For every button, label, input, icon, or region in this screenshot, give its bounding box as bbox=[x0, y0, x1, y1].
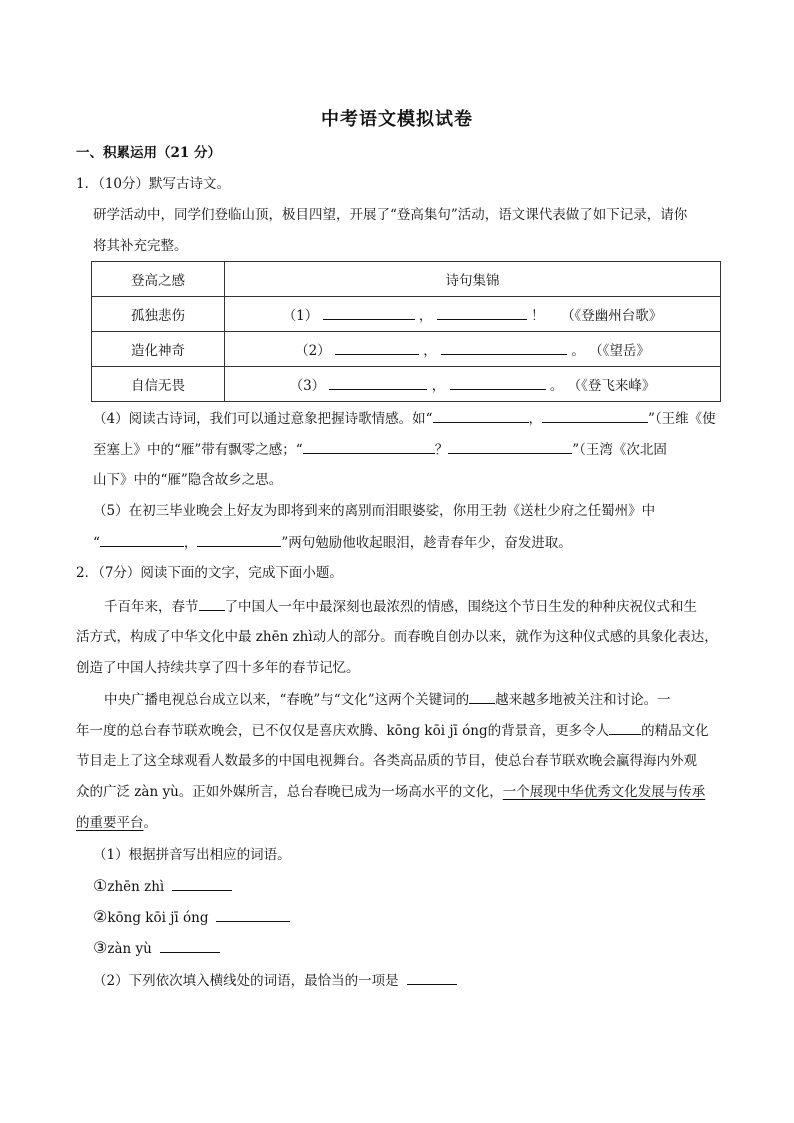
passage-text: 年一度的总台春节联欢晚会，已不仅仅是喜庆欢腾、kōng kōi jī óng的背景音，更多令人 bbox=[76, 723, 610, 739]
poem-table-header bbox=[92, 262, 721, 297]
passage-text: 。 bbox=[143, 815, 157, 831]
q1-part4-line2 bbox=[93, 440, 667, 459]
q1-part5-text: “ bbox=[93, 535, 100, 551]
answer-blank[interactable] bbox=[197, 533, 281, 547]
passage-text: 越来越多地被关注和讨论。一 bbox=[495, 692, 671, 708]
answer-blank[interactable] bbox=[441, 341, 567, 355]
answer-blank[interactable] bbox=[469, 690, 495, 704]
underlined-sentence: 的重要平台 bbox=[76, 815, 144, 831]
table-row bbox=[92, 367, 721, 402]
sub-question-1: （1）根据拼音写出相应的词语。 bbox=[93, 847, 291, 863]
q1-part5-text: ”两句勉励他收起眼泪，趁青春年少，奋发进取。 bbox=[281, 535, 572, 551]
end-mark: 。 bbox=[549, 378, 564, 394]
blank-number: （3） bbox=[289, 378, 326, 394]
passage-text: 的精品文化 bbox=[641, 723, 709, 739]
passage-para1-line2: 活方式，构成了中华文化中最 zhēn zhì动人的部分。而春晚自创办以来，就作为这种仪式感的具象化表达， bbox=[76, 629, 718, 645]
table-row bbox=[92, 332, 721, 367]
pinyin-text: kōng kōi jī óng bbox=[107, 910, 209, 926]
passage-text: 众的广泛 zàn yù。正如外媒所言，总台春晚已成为一场高水平的文化， bbox=[76, 784, 503, 800]
answer-blank[interactable] bbox=[433, 409, 529, 423]
pinyin-item bbox=[93, 908, 290, 927]
answer-blank[interactable] bbox=[329, 376, 427, 390]
separator: ？ bbox=[434, 442, 449, 458]
q1-part5-line1: （5）在初三毕业晚会上好友为即将到来的离别而泪眼婆娑，你用王勃《送杜少府之任蜀州》中 bbox=[93, 503, 656, 519]
q1-part4-line1 bbox=[93, 409, 716, 428]
answer-blank[interactable] bbox=[160, 939, 220, 953]
answer-blank[interactable] bbox=[448, 440, 572, 454]
table-header-feeling: 登高之感 bbox=[92, 262, 225, 297]
blank-number: （1） bbox=[282, 308, 319, 324]
table-row bbox=[92, 297, 721, 332]
pinyin-text: zàn yù bbox=[107, 941, 152, 957]
answer-blank[interactable] bbox=[199, 597, 225, 611]
blank-number: （2） bbox=[295, 343, 331, 359]
passage-para2-line3: 节目走上了这全球观看人数最多的中国电视舞台。各类高品质的节目，使总台春节联欢晚会赢得海内外观 bbox=[76, 753, 697, 769]
table-header-lines: 诗句集锦 bbox=[225, 262, 721, 297]
page-title: 中考语文模拟试卷 bbox=[321, 109, 473, 130]
poem-source: （《望岳》 bbox=[589, 343, 650, 359]
poem-source: （《登飞来峰》 bbox=[567, 378, 656, 394]
passage-para2-line5 bbox=[76, 814, 157, 832]
item-marker: ① bbox=[93, 876, 108, 895]
question-2-heading: 2．（7分）阅读下面的文字，完成下面小题。 bbox=[76, 565, 343, 581]
q1-part4-text: ”（王维《使 bbox=[648, 411, 716, 427]
underlined-sentence: 一个展现中华优秀文化发展与传承 bbox=[502, 784, 706, 800]
separator: ， bbox=[528, 411, 542, 427]
separator: ， bbox=[418, 308, 433, 324]
pinyin-item bbox=[93, 939, 220, 958]
answer-blank[interactable] bbox=[303, 440, 435, 454]
separator: ， bbox=[183, 535, 198, 551]
answer-blank[interactable] bbox=[437, 306, 527, 320]
pinyin-item bbox=[93, 877, 232, 896]
passage-para2-line4 bbox=[76, 783, 705, 801]
question-1-intro-line1: 研学活动中，同学们登临山顶，极目四望，开展了“登高集句”活动，语文课代表做了如下记录，请你 bbox=[93, 207, 688, 223]
answer-blank[interactable] bbox=[335, 341, 419, 355]
separator: ， bbox=[431, 378, 446, 394]
end-mark: 。 bbox=[571, 343, 585, 359]
table-cell-fill bbox=[225, 297, 721, 332]
answer-blank[interactable] bbox=[172, 877, 232, 891]
table-cell-fill bbox=[225, 332, 721, 367]
end-mark: ！ bbox=[530, 308, 545, 324]
q1-part5-line2 bbox=[93, 533, 572, 552]
sub-question-2 bbox=[93, 971, 457, 990]
item-marker: ② bbox=[93, 907, 108, 926]
section-heading: 一、积累运用（21 分） bbox=[76, 145, 221, 161]
item-marker: ③ bbox=[93, 938, 108, 957]
q1-part4-text: 至塞上》中的“雁”带有飘零之感；“ bbox=[93, 442, 303, 458]
q1-part4-line3: 山下》中的“雁”隐含故乡之思。 bbox=[93, 472, 283, 488]
table-cell-fill bbox=[225, 367, 721, 402]
answer-blank[interactable] bbox=[542, 409, 648, 423]
table-cell-feeling: 造化神奇 bbox=[92, 332, 225, 367]
table-cell-feeling: 孤独悲伤 bbox=[92, 297, 225, 332]
answer-blank[interactable] bbox=[407, 971, 457, 985]
poem-table bbox=[91, 261, 721, 402]
q1-part4-text: ”（王湾《次北固 bbox=[572, 442, 667, 458]
passage-text: 千百年来，春节 bbox=[104, 599, 199, 615]
question-1-heading: 1．（10分）默写古诗文。 bbox=[76, 176, 231, 192]
answer-blank[interactable] bbox=[100, 533, 184, 547]
q1-part4-text: （4）阅读古诗词，我们可以通过意象把握诗歌情感。如“ bbox=[93, 411, 433, 427]
separator: ， bbox=[423, 343, 437, 359]
answer-blank[interactable] bbox=[450, 376, 546, 390]
passage-para1-line1 bbox=[104, 597, 697, 616]
passage-para2-line2 bbox=[76, 721, 709, 740]
passage-para2-line1 bbox=[104, 690, 671, 709]
passage-text: 中央广播电视总台成立以来，“春晚”与“文化”这两个关键词的 bbox=[104, 692, 470, 708]
passage-text: 了中国人一年中最深刻也最浓烈的情感，围绕这个节日生发的种种庆祝仪式和生 bbox=[224, 599, 697, 615]
table-cell-feeling: 自信无畏 bbox=[92, 367, 225, 402]
passage-para1-line3: 创造了中国人持续共享了四十多年的春节记忆。 bbox=[76, 660, 360, 676]
answer-blank[interactable] bbox=[609, 721, 641, 735]
poem-source: （《登幽州台歌》 bbox=[561, 308, 663, 324]
sub-question-2-text: （2）下列依次填入横线处的词语，最恰当的一项是 bbox=[93, 973, 399, 989]
answer-blank[interactable] bbox=[323, 306, 415, 320]
pinyin-text: zhēn zhì bbox=[107, 879, 165, 895]
question-1-intro-line2: 将其补充完整。 bbox=[93, 238, 188, 254]
answer-blank[interactable] bbox=[216, 908, 290, 922]
